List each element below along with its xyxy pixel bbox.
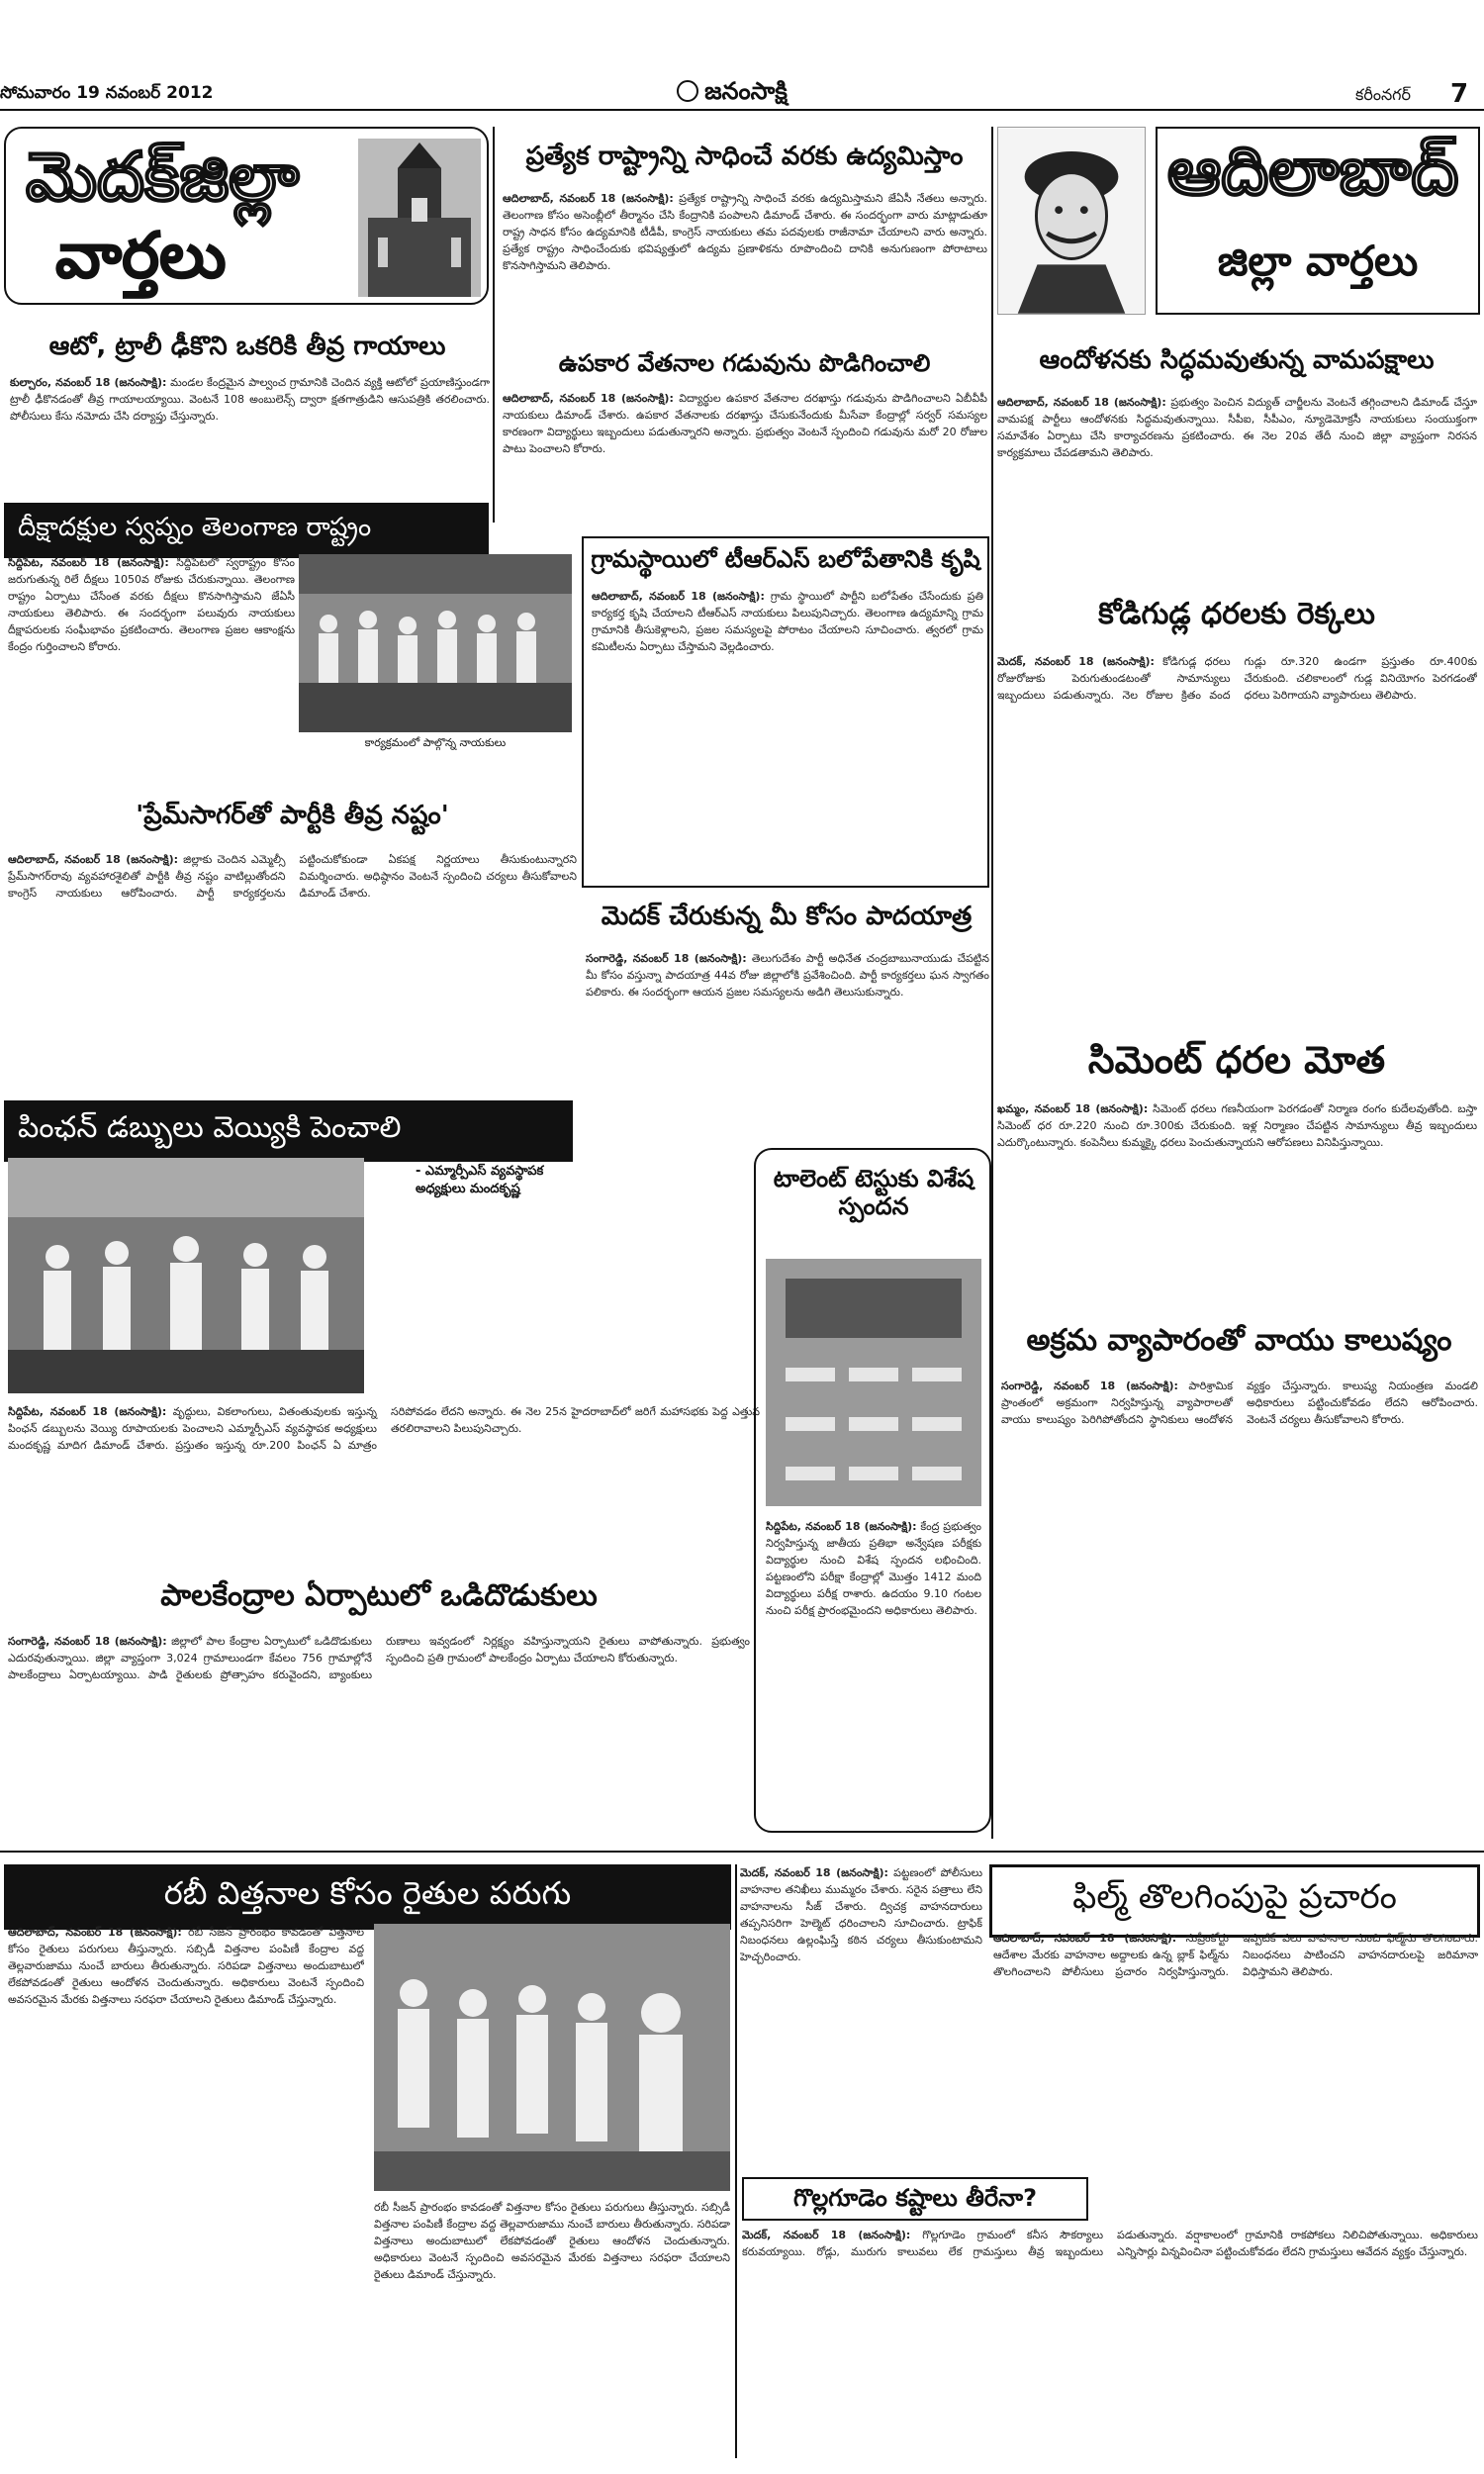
article-text: జిల్లాకు చెందిన ఎమ్మెల్సీ ప్రేమ్‌సాగర్‌రావు వ్యవహారశైలితో పార్టీకి తీవ్ర నష్టం వాటిల్లుతోందని కాంగ్రెస్ నాయకులు ఆరోపించారు. పార్టీ కార్యకర్తలను పట్టించుకోకుండా ఏకపక్ష నిర్ణయాలు తీసుకుంటున్నారని విమర్శించారు. అధిష్ఠానం వెంటనే స్పందించి చర్యలు తీసుకోవాలని డిమాండ్ చేశారు. [8,853,577,901]
meeting-stage-icon [8,1158,364,1393]
dateline: సంగారెడ్డి, నవంబర్ 18 (జనంసాక్షి): [8,1635,167,1648]
adilabad-district-banner [997,127,1480,315]
article-trs [592,588,983,875]
article-text: విద్యార్థుల ఉపకార వేతనాల దరఖాస్తు గడువును పొడిగించాలని ఏబీవీపీ నాయకులు డిమాండ్ చేశారు. ఉపకార వేతనాలకు దరఖాస్తు చేసుకునేందుకు మీసేవా కేంద్రాల్లో సర్వర్ సమస్యల కారణంగా విద్యార్థులు ఇబ్బందులు పడుతున్నారని అన్నారు. ప్రభుత్వం వెంటనే స్పందించి గడువును మరో 20 రోజుల పాటు పెంచాలని కోరారు. [503,392,987,456]
medak-district-banner [4,127,489,305]
article-vayu [1001,1378,1478,1833]
article-text: వృద్ధులు, వికలాంగులు, వితంతువులకు ఇస్తున్న పింఛన్ డబ్బులను వెయ్యి రూపాయలకు పెంచాలని ఎమ్మార్పీఎస్ వ్యవస్థాపక అధ్యక్షులు మందకృష్ణ మాదిగ డిమాండ్ చేశారు. ప్రస్తుతం ఇస్తున్న రూ.200 పింఛన్ ఏ మాత్రం సరిపోవడం లేదని అన్నారు. ఈ నెల 25న హైదరాబాద్‌లో జరిగే మహాసభకు పెద్ద ఎత్తున తరలిరావాలని పిలుపునిచ్చారు. [8,1405,760,1453]
article-kodiguddu [997,653,1477,1029]
article-text: ప్రత్యేక రాష్ట్రాన్ని సాధించే వరకు ఉద్యమిస్తామని జేఏసీ నేతలు అన్నారు. తెలంగాణ కోసం అసెంబ్లీలో తీర్మానం చేసి కేంద్రానికి పంపాలని డిమాండ్ చేశారు. ఈ సందర్భంగా వారు మాట్లాడుతూ రాష్ట్ర సాధన కోసం ఉద్యమానికి టీడీపీ, కాంగ్రెస్ నాయకులు తమ పదవులకు రాజీనామా చేయాలని వారు అన్నారు. ప్రత్యేక రాష్ట్రం సాధించేందుకు భవిష్యత్తులో ఉద్యమ ప్రణాళికను రూపొందించి దానికి అనుగుణంగా పోరాటాలు కొనసాగిస్తామని తెలిపారు. [503,192,987,273]
dateline: మెదక్, నవంబర్ 18 (జనంసాక్షి): [740,1866,888,1879]
church-photo [358,139,481,297]
diksha-photo-caption: కార్యక్రమంలో పాల్గొన్న నాయకులు [364,736,507,749]
headline-premsagar: 'ప్రేమ్‌సాగర్‌తో పార్టీకి తీవ్ర నష్టం' [136,801,449,830]
dateline: ఆదిలాబాద్, నవంబర్ 18 (జనంసాక్షి): [503,192,674,205]
article-auto-accident [10,374,490,493]
article-text: జిల్లాలో పాల కేంద్రాల ఏర్పాటులో ఒడిదొడుకులు ఎదురవుతున్నాయి. జిల్లా వ్యాప్తంగా 3,024 గ్రామాలుండగా కేవలం 756 గ్రామాల్లోనే పాలకేంద్రాలు ఏర్పాటయ్యాయి. పాడి రైతులకు ప్రోత్సాహం కరువైందని, బ్యాంకులు రుణాలు ఇవ్వడంలో నిర్లక్ష్యం వహిస్తున్నాయని రైతులు వాపోతున్నారు. ప్రభుత్వం స్పందించి ప్రతి గ్రామంలో పాలకేంద్రం ఏర్పాటు చేయాలని కోరుతున్నారు. [8,1635,750,1682]
talent-test-photo [766,1259,981,1506]
medak-banner-line2: వార్తలు [55,220,227,293]
section-divider [0,1851,1484,1853]
dateline: ఆదిలాబాద్, నవంబర్ 18 (జనంసాక్షి): [997,396,1166,409]
article-medak-police [740,1864,982,2161]
article-text: పట్టణంలో పోలీసులు వాహనాల తనిఖీలు ముమ్మరం చేశారు. సరైన పత్రాలు లేని వాహనాలను సీజ్ చేశారు. ద్విచక్ర వాహనదారులు తప్పనిసరిగా హెల్మెట్ ధరించాలని సూచించారు. ట్రాఫిక్ నిబంధనలు ఉల్లంఘిస్తే కఠిన చర్యలు తీసుకుంటామని హెచ్చరించారు. [740,1866,982,1964]
church-icon [358,139,481,297]
headline-left-parties: ఆందోళనకు సిద్ధమవుతున్న వామపక్షాలు [1039,345,1435,375]
article-seeds-continued [374,2199,730,2357]
article-text: పారిశ్రామిక ప్రాంతంలో అక్రమంగా నిర్వహిస్తున్న వ్యాపారాలతో వాయు కాలుష్యం పెరిగిపోతోందని స్థానికులు ఆందోళన వ్యక్తం చేస్తున్నారు. కాలుష్య నియంత్రణ మండలి అధికారులు పట్టించుకోవడం లేదని ఆరోపించారు. వెంటనే చర్యలు తీసుకోవాలని కోరారు. [1001,1380,1478,1427]
column-rule [735,1864,737,2458]
medak-banner-line1: మెదక్‌జిల్లా [26,139,300,217]
farmers-queue-icon [374,1924,730,2191]
article-film [993,1930,1478,2167]
adilabad-banner-line2: జిల్లా వార్తలు [1217,237,1419,285]
article-text: ప్రభుత్వం పెంచిన విద్యుత్ చార్జీలను వెంటనే తగ్గించాలని డిమాండ్ చేస్తూ వామపక్ష పార్టీలు ఆందోళనకు సిద్ధమవుతున్నాయి. సీపీఐ, సీపీఎం, న్యూడెమోక్రసీ నాయకులు సంయుక్తంగా సమావేశం ఏర్పాటు చేసి కార్యాచరణను ప్రకటించారు. ఈ నెల 20వ తేదీ నుంచి జిల్లా వ్యాప్తంగా నిరసన కార్యక్రమాలు చేపడతామని తెలిపారు. [997,396,1477,460]
article-seeds [8,1924,364,2359]
headline-vayu: అక్రమ వ్యాపారంతో వాయు కాలుష్యం [1026,1323,1452,1358]
page-number: 7 [1450,79,1469,109]
headline-milk-centers: పాలకేంద్రాల ఏర్పాటులో ఒడిదొడుకులు [160,1578,598,1613]
article-premsagar [8,851,577,1089]
dateline: ఆదిలాబాద్, నవంబర్ 18 (జనంసాక్షి): [503,392,674,405]
headline-auto-accident: ఆటో, ట్రాలీ ఢీకొని ఒకరికి తీవ్ర గాయాలు [48,332,446,361]
article-cement [997,1100,1477,1318]
dateline: ఆదిలాబాద్, నవంబర్ 18 (జనంసాక్షి): [592,590,765,603]
headline-gollagudem: గొల్లగూడెం కష్టాలు తీరేనా? [742,2177,1088,2221]
paper-logo [633,77,831,107]
column-rule [493,127,495,523]
article-milk-centers [8,1633,750,1841]
talent-test-box [754,1148,991,1833]
article-text: రబీ సీజన్ ప్రారంభం కావడంతో విత్తనాల కోసం రైతులు పరుగులు తీస్తున్నారు. సబ్సిడీ విత్తనాల పంపిణీ కేంద్రాల వద్ద తెల్లవారుజాము నుంచే బారులు తీరుతున్నారు. సరిపడా విత్తనాలు అందుబాటులో లేకపోవడంతో రైతులు ఆందోళన చెందుతున్నారు. అధికారులు వెంటనే స్పందించి అవసరమైన మేరకు విత్తనాలు సరఫరా చేయాలని రైతులు డిమాండ్ చేస్తున్నారు. [374,2201,730,2282]
article-text: మండల కేంద్రమైన పాల్వంచ గ్రామానికి చెందిన వ్యక్తి ఆటోలో ప్రయాణిస్తుండగా ట్రాలీ ఢీకొనడంతో తీవ్ర గాయాలయ్యాయి. వెంటనే 108 అంబులెన్స్ ద్వారా క్షతగాత్రుడిని ఆసుపత్రికి తరలించారు. పోలీసులు కేసు నమోదు చేసి దర్యాప్తు చేస్తున్నారు. [10,376,490,424]
adilabad-banner-line1: ఆదిలాబాద్ [1167,133,1459,211]
dateline: సిద్దిపేట, నవంబర్ 18 (జనంసాక్షి): [8,1405,167,1418]
trs-box [582,536,989,888]
dateline: ఆదిలాబాద్, నవంబర్ 18 (జనంసాక్షి): [993,1932,1177,1945]
article-honorarium [503,390,987,528]
article-text: రబీ సీజన్ ప్రారంభం కావడంతో విత్తనాల కోసం రైతులు పరుగులు తీస్తున్నారు. సబ్సిడీ విత్తనాల పంపిణీ కేంద్రాల వద్ద తెల్లవారుజాము నుంచే బారులు తీరుతున్నారు. సరిపడా విత్తనాలు అందుబాటులో లేకపోవడంతో రైతులు ఆందోళన చెందుతున్నారు. అధికారులు వెంటనే స్పందించి అవసరమైన మేరకు విత్తనాలు సరఫరా చేయాలని రైతులు డిమాండ్ చేస్తున్నారు. [8,1926,364,2007]
dateline: సిద్దిపేట, నవంబర్ 18 (జనంసాక్షి): [766,1520,917,1533]
classroom-icon [766,1259,981,1506]
article-text: సుప్రీంకోర్టు ఆదేశాల మేరకు వాహనాల అద్దాలకు ఉన్న బ్లాక్ ఫిల్మ్‌ను తొలగించాలని పోలీసులు ప్రచారం నిర్వహిస్తున్నారు. ఇప్పటికే పలు వాహనాల నుంచి ఫిల్మ్‌ను తొలగించారు. నిబంధనలు పాటించని వాహనదారులపై జరిమానా విధిస్తామని తెలిపారు. [993,1932,1478,1979]
article-text: కోడిగుడ్ల ధరలు రోజురోజుకు పెరుగుతుండటంతో సామాన్యులు ఇబ్బందులు పడుతున్నారు. నెల రోజుల క్రితం వంద గుడ్లు రూ.320 ఉండగా ప్రస్తుతం రూ.400కు చేరుకుంది. చలికాలంలో గుడ్ల వినియోగం పెరగడంతో ధరలు పెరిగాయని వ్యాపారులు తెలిపారు. [997,655,1477,703]
article-pension [8,1403,760,1562]
article-text: సిద్దిపేటలో స్వరాష్ట్రం కోసం జరుగుతున్న రిలే దీక్షలు 1050వ రోజుకు చేరుకున్నాయి. తెలంగాణ రాష్ట్రం ఏర్పాటు చేసేంత వరకు దీక్షలు కొనసాగిస్తామని జేఏసీ నాయకులు తెలిపారు. ఈ సందర్భంగా పలువురు నాయకులు దీక్షాపరులకు సంఘీభావం ప్రకటించారు. తెలంగాణ ప్రజల ఆకాంక్షను కేంద్రం గుర్తించాలని కోరారు. [8,556,295,654]
headline-cement: సిమెంట్ ధరల మోత [1087,1038,1386,1082]
dateline: ఆదిలాబాద్, నవంబర్ 18 (జనంసాక్షి): [8,1926,182,1939]
article-separate-state [503,190,987,338]
dateline: ఆదిలాబాద్, నవంబర్ 18 (జనంసాక్షి): [8,853,179,866]
article-text: తెలుగుదేశం పార్టీ అధినేత చంద్రబాబునాయుడు చేపట్టిన మీ కోసం వస్తున్నా పాదయాత్ర 44వ రోజు జిల్లాలోకి ప్రవేశించింది. పార్టీ కార్యకర్తలు ఘన స్వాగతం పలికారు. ఈ సందర్భంగా ఆయన ప్రజల సమస్యలను అడిగి తెలుసుకున్నారు. [586,952,989,999]
headline-talent-test: టాలెంట్ టెస్టుకు విశేష స్పందన [773,1165,974,1220]
pension-byline: - ఎమ్మార్పీఎస్ వ్యవస్థాపక అధ్యక్షులు మందకృష్ణ [416,1164,544,1196]
issue-date: సోమవారం 19 నవంబర్ 2012 [0,83,214,103]
dateline: కుల్చారం, నవంబర్ 18 (జనంసాక్షి): [10,376,167,389]
headline-film: ఫిల్మ్ తొలగింపుపై ప్రచారం [989,1864,1480,1938]
portrait-photo [997,127,1146,315]
diksha-photo [299,554,572,732]
pension-photo [8,1158,364,1393]
headline-separate-state: ప్రత్యేక రాష్ట్రాన్ని సాధించే వరకు ఉద్యమిస్తాం [525,142,964,171]
headline-honorarium: ఉపకార వేతనాల గడువును పొడిగించాలి [558,349,931,377]
article-left-parties [997,394,1477,582]
article-gollagudem [742,2227,1478,2462]
edition-city: కరీంనగర్ [1355,85,1412,104]
article-text: గ్రామ స్థాయిలో పార్టీని బలోపేతం చేసేందుకు ప్రతి కార్యకర్త కృషి చేయాలని టీఆర్ఎస్ నాయకులు పిలుపునిచ్చారు. తెలంగాణ ఉద్యమాన్ని గ్రామ గ్రామానికి తీసుకెళ్లాలని, ప్రజల సమస్యలపై పోరాటం చేయాలని సూచించారు. త్వరలో గ్రామ కమిటీలను ఏర్పాటు చేస్తామని వెల్లడించారు. [592,590,983,654]
portrait-icon [998,128,1145,314]
dateline: మెదక్, నవంబర్ 18 (జనంసాక్షి): [997,655,1155,668]
seeds-queue-photo [374,1924,730,2191]
article-padayatra [586,950,989,1128]
article-text: గొల్లగూడెం గ్రామంలో కనీస సౌకర్యాలు కరువయ్యాయి. రోడ్లు, మురుగు కాలువలు లేక గ్రామస్తులు తీవ్ర ఇబ్బందులు పడుతున్నారు. వర్షాకాలంలో గ్రామానికి రాకపోకలు నిలిచిపోతున్నాయి. అధికారులు ఎన్నిసార్లు విన్నవించినా పట్టించుకోవడం లేదని గ్రామస్తులు ఆవేదన వ్యక్తం చేస్తున్నారు. [742,2229,1478,2259]
headline-pension: పింఛన్ డబ్బులు వెయ్యికి పెంచాలి [4,1100,573,1162]
logo-emblem-icon [677,80,698,102]
paper-name: జనంసాక్షి [704,77,788,105]
headline-kodiguddu: కోడిగుడ్ల ధరలకు రెక్కలు [1098,597,1375,631]
dateline: మెదక్, నవంబర్ 18 (జనంసాక్షి): [742,2229,911,2241]
column-rule [991,127,993,1839]
dateline: సిద్దిపేట, నవంబర్ 18 (జనంసాక్షి): [8,556,169,569]
dateline: ఖమ్మం, నవంబర్ 18 (జనంసాక్షి): [997,1102,1149,1115]
headline-padayatra: మెదక్ చేరుకున్న మీ కోసం పాదయాత్ర [601,902,973,931]
article-talent-test [766,1518,981,1815]
protest-crowd-icon [299,554,572,732]
headline-trs: గ్రామస్థాయిలో టీఆర్ఎస్ బలోపేతానికి కృషి [591,545,980,573]
dateline: సంగారెడ్డి, నవంబర్ 18 (జనంసాక్షి): [586,952,747,965]
dateline: సంగారెడ్డి, నవంబర్ 18 (జనంసాక్షి): [1001,1380,1178,1392]
adilabad-banner-box [1156,127,1480,315]
article-text: సిమెంట్ ధరలు గణనీయంగా పెరగడంతో నిర్మాణ రంగం కుదేలవుతోంది. బస్తా సిమెంట్ ధర రూ.220 నుంచి రూ.300కు చేరుకుంది. ఇళ్ల నిర్మాణం చేపట్టిన సామాన్యులు తీవ్ర ఇబ్బందులు ఎదుర్కొంటున్నారు. కంపెనీలు కుమ్మక్కై ధరలు పెంచుతున్నాయని ఆరోపణలు వినిపిస్తున్నాయి. [997,1102,1477,1150]
headline-diksha: దీక్షాదక్షుల స్వప్నం తెలంగాణ రాష్ట్రం [4,503,489,558]
headline-seeds: రబీ విత్తనాల కోసం రైతుల పరుగు [4,1864,731,1930]
article-text: కేంద్ర ప్రభుత్వం నిర్వహిస్తున్న జాతీయ ప్రతిభా అన్వేషణ పరీక్షకు విద్యార్థుల నుంచి విశేష స్పందన లభించింది. పట్టణంలోని పరీక్షా కేంద్రాల్లో మొత్తం 1412 మంది విద్యార్థులు పరీక్ష రాశారు. ఉదయం 9.10 గంటల నుంచి పరీక్ష ప్రారంభమైందని అధికారులు తెలిపారు. [766,1520,981,1618]
